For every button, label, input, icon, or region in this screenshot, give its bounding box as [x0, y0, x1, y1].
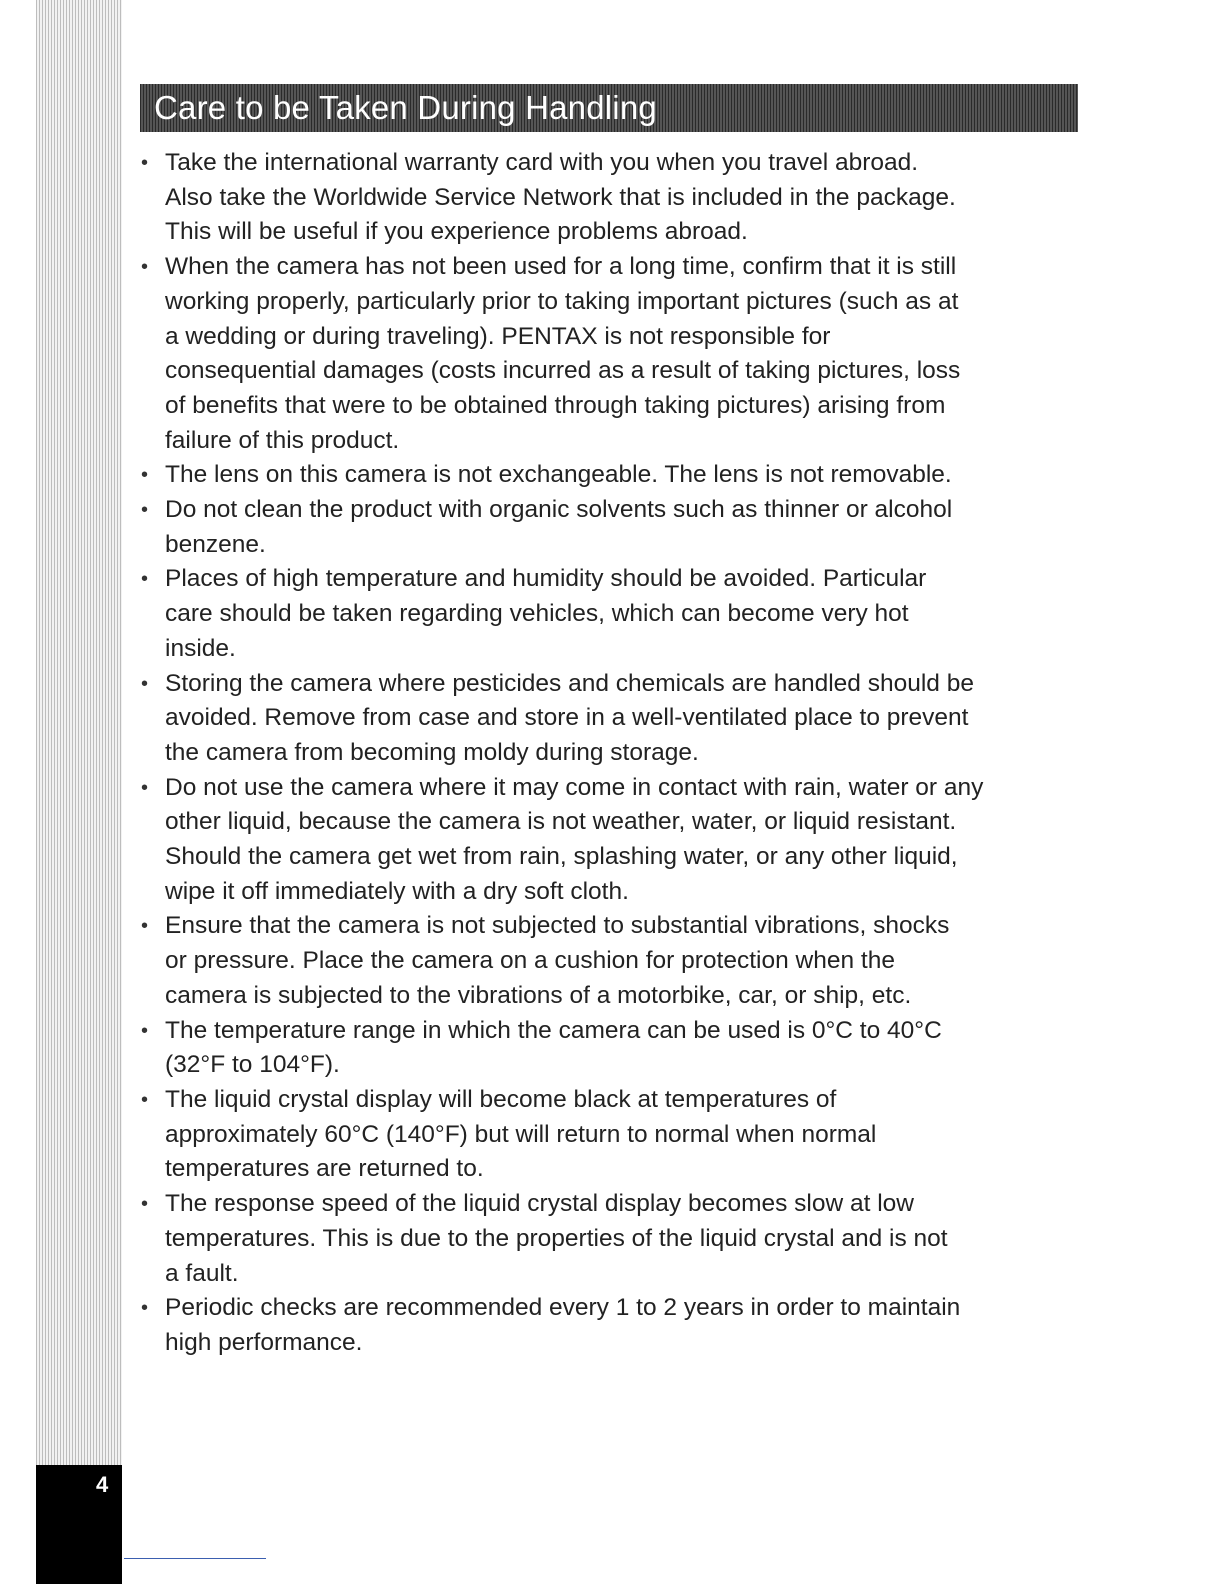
precaution-line: • Do not use the camera where it may come in contact with rain, water or any [165, 773, 984, 801]
precaution-line: temperatures are returned to. [165, 1155, 484, 1183]
precaution-line: a wedding or during traveling). PENTAX is not responsible for [165, 322, 831, 350]
precaution-item [141, 493, 1081, 562]
precaution-item [141, 1187, 1081, 1291]
precaution-line: • The liquid crystal display will become black at temperatures of [165, 1085, 837, 1113]
precaution-item [141, 146, 1081, 250]
precaution-line: Should the camera get wet from rain, splashing water, or any other liquid, [165, 843, 958, 871]
precaution-line: high performance. [165, 1328, 363, 1356]
precaution-item [141, 1014, 1081, 1083]
section-header-bar [140, 84, 1078, 132]
precaution-item [141, 909, 1081, 1013]
precaution-line: working properly, particularly prior to taking important pictures (such as at [165, 287, 959, 315]
precaution-line: • The temperature range in which the camera can be used is 0°C to 40°C [165, 1016, 942, 1044]
precaution-item [141, 1083, 1081, 1187]
precaution-line: • When the camera has not been used for a long time, confirm that it is still [165, 253, 957, 281]
precaution-line: avoided. Remove from case and store in a well-ventilated place to prevent [165, 704, 969, 732]
precaution-item [141, 1291, 1081, 1360]
precaution-item [141, 458, 1081, 493]
precaution-line: or pressure. Place the camera on a cushion for protection when the [165, 947, 895, 975]
precaution-item [141, 250, 1081, 458]
precaution-line: failure of this product. [165, 426, 400, 454]
precaution-line: • Take the international warranty card with you when you travel abroad. [165, 149, 919, 176]
handling-precautions-list [141, 146, 1081, 1361]
precaution-line: • The response speed of the liquid crystal display becomes slow at low [165, 1190, 914, 1218]
precaution-item [141, 667, 1081, 771]
precaution-line: (32°F to 104°F). [165, 1051, 340, 1079]
page-number-tab [36, 1465, 122, 1584]
precaution-line: of benefits that were to be obtained through taking pictures) arising from [165, 391, 946, 419]
section-title: Care to be Taken During Handling [154, 89, 657, 126]
footer-rule [124, 1558, 266, 1559]
precaution-line: care should be taken regarding vehicles, which can become very hot [165, 600, 909, 628]
precaution-line: • Storing the camera where pesticides and chemicals are handled should be [165, 669, 974, 697]
precaution-line: other liquid, because the camera is not weather, water, or liquid resistant. [165, 808, 957, 836]
precaution-line: a fault. [165, 1259, 239, 1287]
precaution-line: • Do not clean the product with organic solvents such as thinner or alcohol [165, 496, 953, 524]
precaution-line: approximately 60°C (140°F) but will return to normal when normal [165, 1120, 877, 1148]
precaution-line: This will be useful if you experience problems abroad. [165, 218, 748, 246]
precaution-line: camera is subjected to the vibrations of a motorbike, car, or ship, etc. [165, 981, 912, 1009]
precaution-line: inside. [165, 634, 236, 662]
side-tab-strip [36, 0, 122, 1584]
precaution-line: the camera from becoming moldy during storage. [165, 738, 699, 766]
precaution-line: consequential damages (costs incurred as a result of taking pictures, loss [165, 357, 961, 385]
precaution-line: • Places of high temperature and humidity should be avoided. Particular [165, 565, 927, 593]
precaution-line: Also take the Worldwide Service Network that is included in the package. [165, 183, 956, 211]
precaution-line: • Ensure that the camera is not subjected to substantial vibrations, shocks [165, 912, 950, 940]
precaution-line: benzene. [165, 530, 266, 558]
precaution-item [141, 771, 1081, 910]
precaution-line: • The lens on this camera is not exchangeable. The lens is not removable. [165, 461, 952, 489]
precaution-line: temperatures. This is due to the properties of the liquid crystal and is not [165, 1224, 948, 1252]
precaution-line: wipe it off immediately with a dry soft cloth. [165, 877, 629, 905]
page-number: 4 [96, 1472, 109, 1497]
precaution-item [141, 562, 1081, 666]
precaution-line: • Periodic checks are recommended every 1 to 2 years in order to maintain [165, 1294, 961, 1322]
